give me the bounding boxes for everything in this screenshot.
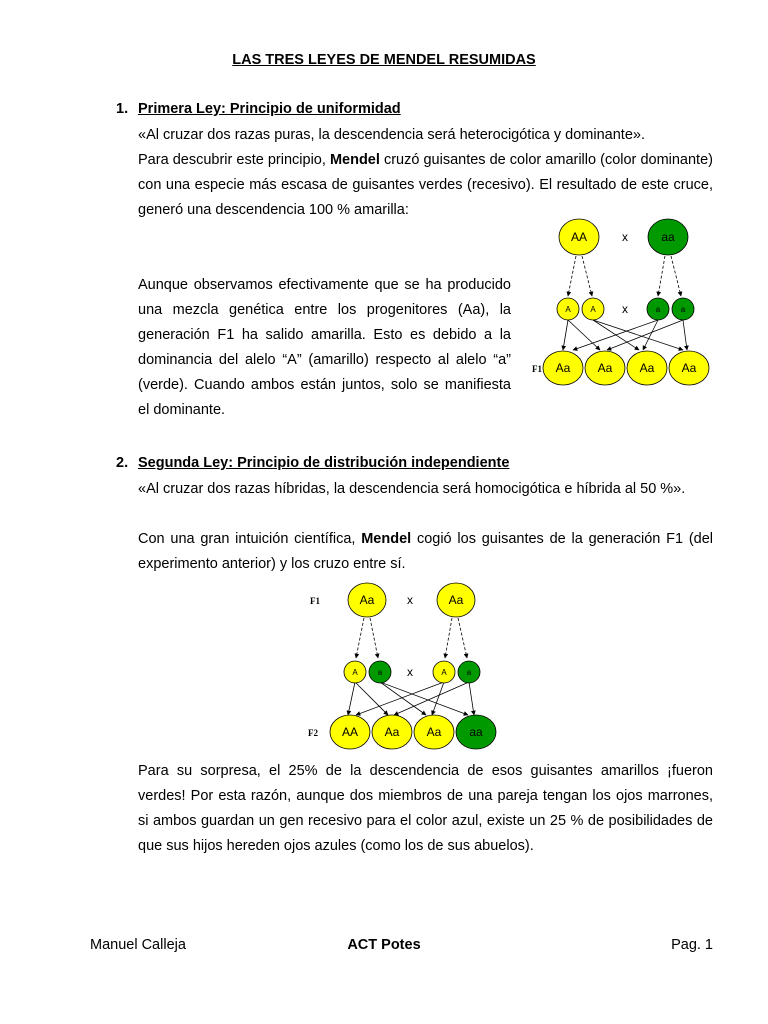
parent-1-label: Aa — [359, 593, 375, 607]
cross-symbol: x — [407, 665, 413, 679]
gamete-label: A — [565, 305, 571, 314]
gamete-label: a — [655, 305, 661, 314]
section-1-quote: «Al cruzar dos razas puras, la descendencia será heterocigótica y dominante». — [138, 127, 645, 143]
section-1-heading — [116, 101, 401, 117]
section-1-p1-after: cruzó guisantes de color amarillo (color dominante) con una especie más escasa de guisantes verdes (recesivo). El resultado de este cruce, generó una descendencia 100 % amarilla: — [138, 152, 713, 218]
section-1-p1-before: Para descubrir este principio, — [138, 152, 330, 168]
footer-center: ACT Potes — [347, 937, 421, 953]
offspring-label: Aa — [384, 725, 400, 739]
generation-label: F1 — [532, 364, 542, 374]
cross-symbol: x — [407, 593, 413, 607]
section-2-paragraph-1 — [138, 527, 713, 577]
offspring-label: Aa — [639, 361, 655, 375]
gamete-label: A — [441, 668, 447, 677]
offspring-label: aa — [469, 725, 483, 739]
offspring-label: Aa — [597, 361, 613, 375]
section-1-p1-bold: Mendel — [329, 152, 380, 168]
section-2-title: Segunda Ley: Principio de distribución independiente — [138, 455, 510, 471]
section-2-p1-bold: Mendel — [361, 531, 412, 547]
cross-symbol: x — [622, 230, 628, 244]
gamete-label: A — [352, 668, 358, 677]
parent-generation-label: F1 — [310, 596, 320, 606]
gamete-label: a — [377, 668, 383, 677]
offspring-label: AA — [341, 725, 359, 739]
section-2-heading — [116, 455, 509, 471]
section-2-quote: «Al cruzar dos razas híbridas, la descendencia será homocigótica e híbrida al 50 %». — [138, 481, 686, 497]
section-1-title: Primera Ley: Principio de uniformidad — [138, 101, 401, 117]
offspring-label: Aa — [426, 725, 442, 739]
section-2-number: 2. — [116, 455, 129, 471]
offspring-label: Aa — [555, 361, 571, 375]
footer-author: Manuel Calleja — [90, 937, 186, 953]
page-title: LAS TRES LEYES DE MENDEL RESUMIDAS — [232, 52, 536, 68]
footer-page-number: Pag. 1 — [671, 937, 713, 953]
parent-2-label: aa — [661, 230, 675, 244]
gamete-label: A — [590, 305, 596, 314]
f1-cross-diagram — [532, 210, 720, 390]
offspring-label: Aa — [681, 361, 697, 375]
parent-2-label: Aa — [448, 593, 464, 607]
section-2-p1-before: Con una gran intuición científica, — [138, 531, 362, 547]
gamete-label: a — [466, 668, 472, 677]
f2-cross-diagram — [300, 578, 510, 753]
generation-label: F2 — [308, 728, 318, 738]
section-1-number: 1. — [116, 101, 129, 117]
parent-1-label: AA — [570, 230, 588, 244]
section-2-p1-after: cogió los guisantes de la generación F1 (del experimento anterior) y los cruzo entre sí. — [138, 531, 714, 572]
gamete-label: a — [680, 305, 686, 314]
section-2-paragraph-2: Para su sorpresa, el 25% de la descendencia de esos guisantes amarillos ¡fueron verdes! Por esta razón, aunque dos miembros de una pareja tengan los ojos marrones, si ambos guardan un gen recesivo para el color azul, existe un 25 % de posibilidades de que sus hijos hereden ojos azules (como los de sus abuelos). — [138, 763, 713, 854]
section-1-paragraph-2: Aunque observamos efectivamente que se ha producido una mezcla genética entre los progenitores (Aa), la generación F1 ha salido amarilla. Esto es debido a la dominancia del alelo “A” (amarillo) respecto al alelo “a” (verde). Cuando ambos están juntos, solo se manifiesta el dominante. — [138, 277, 511, 418]
cross-symbol: x — [622, 302, 628, 316]
